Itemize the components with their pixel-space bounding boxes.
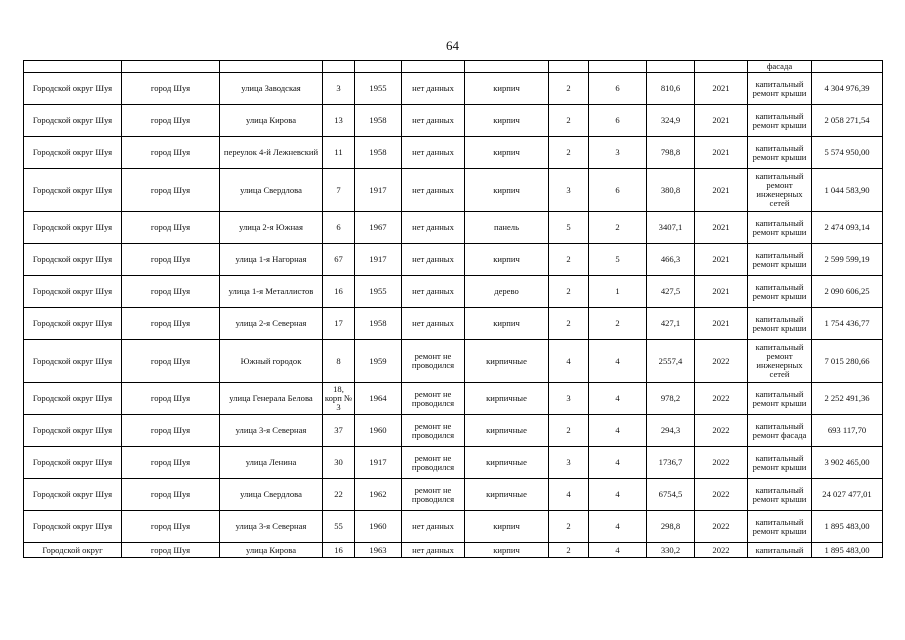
cell-floors: 5 bbox=[549, 212, 589, 244]
cell-plan-year: 2021 bbox=[695, 308, 748, 340]
cell-entrances: 6 bbox=[589, 73, 647, 105]
cell-cost: 2 474 093,14 bbox=[812, 212, 883, 244]
cell-material: кирпичные bbox=[465, 415, 549, 447]
cell-house: 8 bbox=[323, 340, 355, 383]
cell-work-type: капитальный ремонт крыши bbox=[748, 105, 812, 137]
cell-city: город Шуя bbox=[122, 212, 220, 244]
cell-floors: 2 bbox=[549, 137, 589, 169]
cell-material: кирпичные bbox=[465, 383, 549, 415]
cell-year-built: 1964 bbox=[355, 383, 402, 415]
cell-work-type: капитальный ремонт крыши bbox=[748, 308, 812, 340]
cell-plan-year: 2022 bbox=[695, 543, 748, 558]
cell-year-built: 1960 bbox=[355, 415, 402, 447]
cell-district: Городской округ Шуя bbox=[24, 511, 122, 543]
cell-year-built: 1917 bbox=[355, 169, 402, 212]
cell-street: улица 1-я Нагорная bbox=[220, 244, 323, 276]
cell-material: кирпич bbox=[465, 137, 549, 169]
cell-entrances: 3 bbox=[589, 137, 647, 169]
cell-street: улица 2-я Южная bbox=[220, 212, 323, 244]
table-row bbox=[24, 276, 883, 308]
table-row bbox=[24, 543, 883, 558]
cell-entrances: 6 bbox=[589, 169, 647, 212]
cell-cost: 2 058 271,54 bbox=[812, 105, 883, 137]
cell-last-repair: нет данных bbox=[402, 244, 465, 276]
cell-street: улица Генерала Белова bbox=[220, 383, 323, 415]
cell-year-built: 1963 bbox=[355, 543, 402, 558]
cell-street: улица 3-я Северная bbox=[220, 511, 323, 543]
cell-work-type: капитальный ремонт крыши bbox=[748, 447, 812, 479]
table-row bbox=[24, 169, 883, 212]
cell-street: улица Свердлова bbox=[220, 479, 323, 511]
cell-house: 3 bbox=[323, 73, 355, 105]
cell-cost: 7 015 280,66 bbox=[812, 340, 883, 383]
cell-cost: 2 090 606,25 bbox=[812, 276, 883, 308]
cell-entrances: 4 bbox=[589, 415, 647, 447]
cell-plan-year: 2022 bbox=[695, 511, 748, 543]
cell-cost: 3 902 465,00 bbox=[812, 447, 883, 479]
cell-house: 55 bbox=[323, 511, 355, 543]
cell-work-type: капитальный ремонт крыши bbox=[748, 212, 812, 244]
cell-entrances bbox=[589, 61, 647, 73]
cell-floors: 3 bbox=[549, 447, 589, 479]
cell-cost: 1 044 583,90 bbox=[812, 169, 883, 212]
cell-entrances: 5 bbox=[589, 244, 647, 276]
cell-house: 30 bbox=[323, 447, 355, 479]
cell-material: кирпич bbox=[465, 543, 549, 558]
cell-city: город Шуя bbox=[122, 105, 220, 137]
cell-street: улица 2-я Северная bbox=[220, 308, 323, 340]
cell-year-built: 1967 bbox=[355, 212, 402, 244]
table-row bbox=[24, 73, 883, 105]
cell-plan-year: 2021 bbox=[695, 137, 748, 169]
cell-material: кирпич bbox=[465, 244, 549, 276]
cell-year-built: 1958 bbox=[355, 137, 402, 169]
cell-material: дерево bbox=[465, 276, 549, 308]
cell-work-type: капитальный ремонт крыши bbox=[748, 479, 812, 511]
cell-material: кирпич bbox=[465, 169, 549, 212]
cell-work-type: капитальный ремонт крыши bbox=[748, 276, 812, 308]
cell-street: улица Заводская bbox=[220, 73, 323, 105]
cell-street: переулок 4-й Лежневский bbox=[220, 137, 323, 169]
cell-city: город Шуя bbox=[122, 244, 220, 276]
cell-house: 67 bbox=[323, 244, 355, 276]
cell-plan-year: 2022 bbox=[695, 340, 748, 383]
cell-area: 427,5 bbox=[647, 276, 695, 308]
cell-last-repair: нет данных bbox=[402, 73, 465, 105]
cell-area: 380,8 bbox=[647, 169, 695, 212]
cell-district: Городской округ bbox=[24, 543, 122, 558]
cell-plan-year: 2021 bbox=[695, 276, 748, 308]
cell-district: Городской округ Шуя bbox=[24, 244, 122, 276]
cell-cost: 2 252 491,36 bbox=[812, 383, 883, 415]
cell-district: Городской округ Шуя bbox=[24, 383, 122, 415]
cell-work-type: капитальный ремонт крыши bbox=[748, 383, 812, 415]
table-row bbox=[24, 415, 883, 447]
cell-plan-year: 2022 bbox=[695, 479, 748, 511]
table-row bbox=[24, 479, 883, 511]
cell-material: панель bbox=[465, 212, 549, 244]
table-row bbox=[24, 447, 883, 479]
cell-area: 2557,4 bbox=[647, 340, 695, 383]
cell-city: город Шуя bbox=[122, 415, 220, 447]
cell-house: 11 bbox=[323, 137, 355, 169]
cell-entrances: 2 bbox=[589, 308, 647, 340]
cell-city: город Шуя bbox=[122, 543, 220, 558]
table-row bbox=[24, 105, 883, 137]
cell-work-type: капитальный ремонт инженерных сетей bbox=[748, 340, 812, 383]
cell-work-type: капитальный bbox=[748, 543, 812, 558]
cell-city: город Шуя bbox=[122, 137, 220, 169]
cell-entrances: 2 bbox=[589, 212, 647, 244]
cell-city: город Шуя bbox=[122, 276, 220, 308]
cell-district: Городской округ Шуя bbox=[24, 340, 122, 383]
cell-entrances: 1 bbox=[589, 276, 647, 308]
cell-floors: 2 bbox=[549, 73, 589, 105]
cell-district: Городской округ Шуя bbox=[24, 308, 122, 340]
cell-cost: 1 754 436,77 bbox=[812, 308, 883, 340]
cell-cost: 693 117,70 bbox=[812, 415, 883, 447]
cell-cost: 2 599 599,19 bbox=[812, 244, 883, 276]
cell-city: город Шуя bbox=[122, 383, 220, 415]
cell-floors: 2 bbox=[549, 415, 589, 447]
cell-entrances: 4 bbox=[589, 340, 647, 383]
cell-house bbox=[323, 61, 355, 73]
cell-area: 298,8 bbox=[647, 511, 695, 543]
cell-cost: 1 895 483,00 bbox=[812, 543, 883, 558]
cell-year-built: 1917 bbox=[355, 244, 402, 276]
cell-area: 3407,1 bbox=[647, 212, 695, 244]
cell-district: Городской округ Шуя bbox=[24, 447, 122, 479]
cell-street: улица 3-я Северная bbox=[220, 415, 323, 447]
cell-year-built: 1960 bbox=[355, 511, 402, 543]
cell-entrances: 4 bbox=[589, 479, 647, 511]
cell-material: кирпичные bbox=[465, 447, 549, 479]
cell-city: город Шуя bbox=[122, 479, 220, 511]
cell-area: 427,1 bbox=[647, 308, 695, 340]
table-row bbox=[24, 340, 883, 383]
cell-work-type: капитальный ремонт инженерных сетей bbox=[748, 169, 812, 212]
cell-last-repair bbox=[402, 61, 465, 73]
cell-district: Городской округ Шуя bbox=[24, 415, 122, 447]
cell-floors: 4 bbox=[549, 340, 589, 383]
table-row bbox=[24, 137, 883, 169]
cell-floors: 4 bbox=[549, 479, 589, 511]
cell-house: 37 bbox=[323, 415, 355, 447]
cell-entrances: 6 bbox=[589, 105, 647, 137]
cell-cost: 1 895 483,00 bbox=[812, 511, 883, 543]
cell-last-repair: нет данных bbox=[402, 137, 465, 169]
cell-area: 466,3 bbox=[647, 244, 695, 276]
cell-district bbox=[24, 61, 122, 73]
table-row bbox=[24, 511, 883, 543]
cell-year-built bbox=[355, 61, 402, 73]
cell-area: 294,3 bbox=[647, 415, 695, 447]
cell-plan-year: 2021 bbox=[695, 73, 748, 105]
cell-year-built: 1958 bbox=[355, 105, 402, 137]
cell-cost bbox=[812, 61, 883, 73]
cell-material: кирпичные bbox=[465, 340, 549, 383]
page-number: 64 bbox=[446, 38, 459, 53]
cell-work-type: капитальный ремонт крыши bbox=[748, 511, 812, 543]
table-row-continued bbox=[24, 61, 883, 73]
cell-last-repair: ремонт не проводился bbox=[402, 479, 465, 511]
table-row bbox=[24, 244, 883, 276]
cell-district: Городской округ Шуя bbox=[24, 276, 122, 308]
table-row bbox=[24, 212, 883, 244]
cell-area: 330,2 bbox=[647, 543, 695, 558]
cell-area: 978,2 bbox=[647, 383, 695, 415]
cell-floors: 2 bbox=[549, 244, 589, 276]
cell-area: 810,6 bbox=[647, 73, 695, 105]
cell-last-repair: нет данных bbox=[402, 169, 465, 212]
cell-last-repair: ремонт не проводился bbox=[402, 415, 465, 447]
cell-floors bbox=[549, 61, 589, 73]
cell-district: Городской округ Шуя bbox=[24, 73, 122, 105]
cell-entrances: 4 bbox=[589, 543, 647, 558]
cell-floors: 2 bbox=[549, 276, 589, 308]
cell-cost: 24 027 477,01 bbox=[812, 479, 883, 511]
cell-city bbox=[122, 61, 220, 73]
cell-year-built: 1955 bbox=[355, 276, 402, 308]
cell-plan-year: 2021 bbox=[695, 212, 748, 244]
cell-street bbox=[220, 61, 323, 73]
cell-street: Южный городок bbox=[220, 340, 323, 383]
cell-plan-year bbox=[695, 61, 748, 73]
cell-floors: 3 bbox=[549, 169, 589, 212]
cell-year-built: 1917 bbox=[355, 447, 402, 479]
cell-plan-year: 2022 bbox=[695, 447, 748, 479]
cell-plan-year: 2021 bbox=[695, 105, 748, 137]
cell-city: город Шуя bbox=[122, 447, 220, 479]
cell-area: 1736,7 bbox=[647, 447, 695, 479]
cell-house: 18, корп № 3 bbox=[323, 383, 355, 415]
cell-street: улица Кирова bbox=[220, 105, 323, 137]
cell-district: Городской округ Шуя bbox=[24, 137, 122, 169]
table-row bbox=[24, 383, 883, 415]
table-row bbox=[24, 308, 883, 340]
cell-material: кирпичные bbox=[465, 479, 549, 511]
cell-plan-year: 2021 bbox=[695, 169, 748, 212]
cell-year-built: 1959 bbox=[355, 340, 402, 383]
cell-last-repair: нет данных bbox=[402, 511, 465, 543]
cell-material: кирпич bbox=[465, 73, 549, 105]
cell-house: 7 bbox=[323, 169, 355, 212]
cell-entrances: 4 bbox=[589, 447, 647, 479]
cell-work-type: фасада bbox=[748, 61, 812, 73]
cell-last-repair: ремонт не проводился bbox=[402, 383, 465, 415]
cell-city: город Шуя bbox=[122, 511, 220, 543]
cell-district: Городской округ Шуя bbox=[24, 169, 122, 212]
cell-material: кирпич bbox=[465, 511, 549, 543]
cell-street: улица Кирова bbox=[220, 543, 323, 558]
cell-cost: 4 304 976,39 bbox=[812, 73, 883, 105]
housing-repair-table bbox=[23, 60, 883, 558]
cell-year-built: 1958 bbox=[355, 308, 402, 340]
cell-last-repair: ремонт не проводился bbox=[402, 340, 465, 383]
cell-plan-year: 2022 bbox=[695, 383, 748, 415]
cell-floors: 2 bbox=[549, 511, 589, 543]
cell-floors: 2 bbox=[549, 308, 589, 340]
cell-house: 16 bbox=[323, 276, 355, 308]
cell-work-type: капитальный ремонт фасада bbox=[748, 415, 812, 447]
cell-entrances: 4 bbox=[589, 383, 647, 415]
cell-work-type: капитальный ремонт крыши bbox=[748, 244, 812, 276]
cell-entrances: 4 bbox=[589, 511, 647, 543]
cell-plan-year: 2021 bbox=[695, 244, 748, 276]
cell-street: улица Ленина bbox=[220, 447, 323, 479]
cell-city: город Шуя bbox=[122, 308, 220, 340]
cell-year-built: 1962 bbox=[355, 479, 402, 511]
cell-last-repair: нет данных bbox=[402, 308, 465, 340]
cell-material: кирпич bbox=[465, 308, 549, 340]
cell-last-repair: ремонт не проводился bbox=[402, 447, 465, 479]
cell-city: город Шуя bbox=[122, 169, 220, 212]
cell-last-repair: нет данных bbox=[402, 276, 465, 308]
cell-year-built: 1955 bbox=[355, 73, 402, 105]
cell-area bbox=[647, 61, 695, 73]
cell-city: город Шуя bbox=[122, 340, 220, 383]
cell-area: 798,8 bbox=[647, 137, 695, 169]
cell-material: кирпич bbox=[465, 105, 549, 137]
cell-work-type: капитальный ремонт крыши bbox=[748, 137, 812, 169]
cell-house: 6 bbox=[323, 212, 355, 244]
cell-house: 17 bbox=[323, 308, 355, 340]
cell-city: город Шуя bbox=[122, 73, 220, 105]
cell-district: Городской округ Шуя bbox=[24, 212, 122, 244]
cell-house: 16 bbox=[323, 543, 355, 558]
cell-last-repair: нет данных bbox=[402, 105, 465, 137]
cell-house: 22 bbox=[323, 479, 355, 511]
cell-plan-year: 2022 bbox=[695, 415, 748, 447]
cell-house: 13 bbox=[323, 105, 355, 137]
cell-last-repair: нет данных bbox=[402, 543, 465, 558]
cell-last-repair: нет данных bbox=[402, 212, 465, 244]
cell-floors: 2 bbox=[549, 105, 589, 137]
cell-floors: 2 bbox=[549, 543, 589, 558]
cell-area: 6754,5 bbox=[647, 479, 695, 511]
cell-street: улица 1-я Металлистов bbox=[220, 276, 323, 308]
cell-street: улица Свердлова bbox=[220, 169, 323, 212]
cell-area: 324,9 bbox=[647, 105, 695, 137]
cell-floors: 3 bbox=[549, 383, 589, 415]
cell-material bbox=[465, 61, 549, 73]
cell-district: Городской округ Шуя bbox=[24, 105, 122, 137]
cell-work-type: капитальный ремонт крыши bbox=[748, 73, 812, 105]
cell-district: Городской округ Шуя bbox=[24, 479, 122, 511]
cell-cost: 5 574 950,00 bbox=[812, 137, 883, 169]
